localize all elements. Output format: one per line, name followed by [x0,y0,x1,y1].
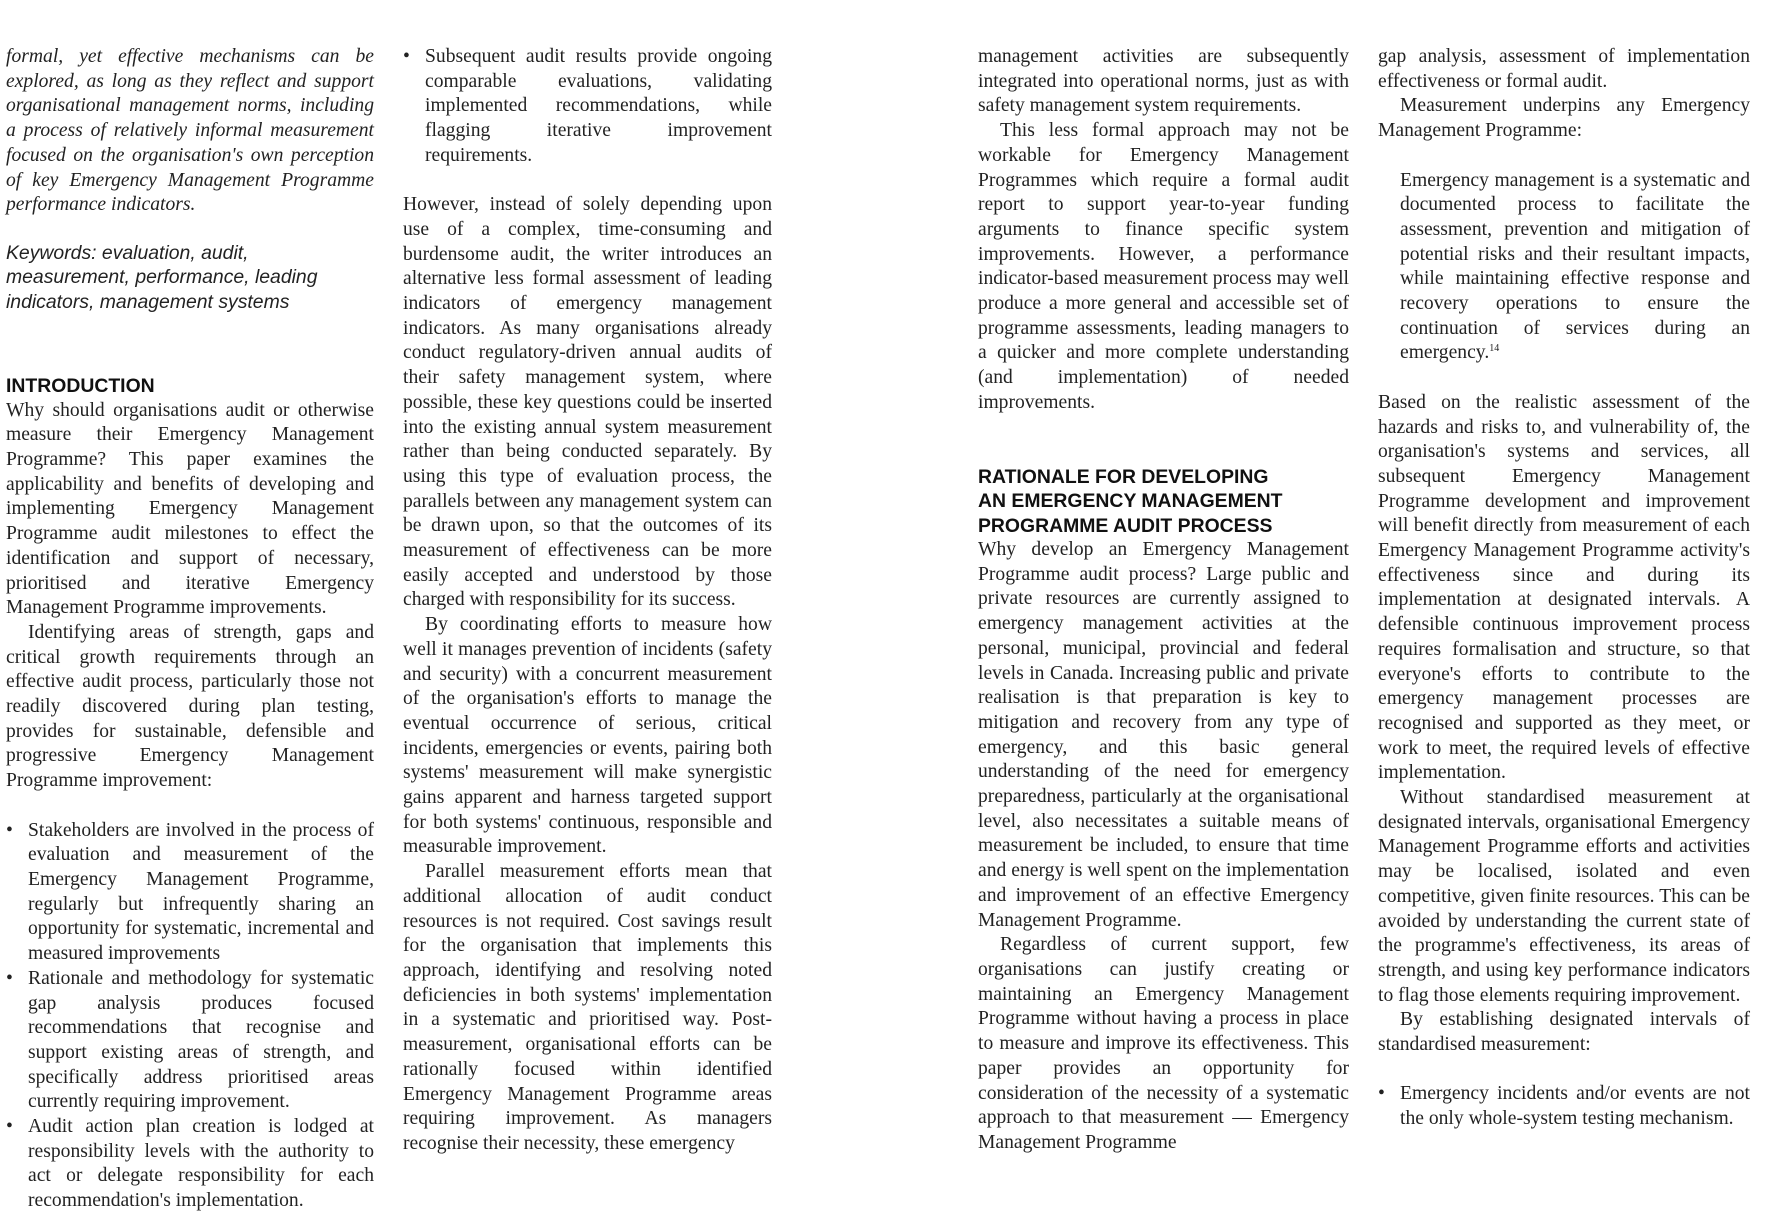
abstract-tail: formal, yet effective mechanisms can be explored, as long as they reflect and support organisational management norms, including a process of relatively informal measurement focused on the organisation's own perception of key Emergency Management Programme performance indicators. [6,46,374,216]
heading-line: PROGRAMME AUDIT PROCESS [978,514,1273,537]
list-item: • Rationale and methodology for systematic gap analysis produces focused recommendations that recognise and support existing areas of strength, and specifically address prioritised areas currently requiring improvement. [6,967,374,1115]
column-4 [1378,45,1750,1132]
intro-paragraph-2: Identifying areas of strength, gaps and critical growth requirements through an effective audit process, particularly those not readily discovered during plan testing, provides for sustainable, defensible and progressive Emergency Management Programme improvement: [6,621,374,792]
column-2 [403,45,772,1157]
footnote-reference: 14 [1489,343,1500,355]
body-paragraph: Measurement underpins any Emergency Management Programme: [1378,95,1750,142]
body-paragraph: By establishing designated intervals of standardised measurement: [1378,1009,1750,1056]
keywords: Keywords: evaluation, audit, measurement, performance, leading indicators, management systems [6,241,318,313]
column-1 [6,45,374,1214]
list-item: • Subsequent audit results provide ongoing comparable evaluations, validating implemented recommendations, while flagging iterative improvement requirements. [403,45,772,169]
intro-paragraph-1: Why should organisations audit or otherwise measure their Emergency Management Programme? This paper examines the applicability and benefits of developing and implementing Emergency Management Programme audit milestones to effect the identification and support of necessary, prioritised and iterative Emergency Management Programme improvements. [6,399,374,619]
body-paragraph: By coordinating efforts to measure how well it manages prevention of incidents (safety and security) with a concurrent measurement of the organisation's efforts to manage the eventual occurrence of serious, critical incidents, emergencies or events, pairing both systems' measurement will make synergistic gains apparent and harness targeted support for both systems' continuous, responsible and measurable improvement. [403,614,772,858]
body-paragraph: Why develop an Emergency Management Programme audit process? Large public and private resources are currently assigned to emergency management activities at the personal, municipal, provincial and federal levels in Canada. Increasing public and private realisation is that preparation is key to mitigation and recovery from any type of emergency, and this basic general understanding of the need for emergency preparedness, particularly at the organisational level, also necessitates a suitable means of measurement be included, to ensure that time and energy is well spent on the implementation and improvement of an effective Emergency Management Programme. [978,539,1349,931]
heading-line: AN EMERGENCY MANAGEMENT [978,490,1283,513]
heading-line: RATIONALE FOR DEVELOPING [978,465,1269,488]
body-paragraph: Without standardised measurement at designated intervals, organisational Emergency Management Programme efforts and activities may be localised, isolated and even competitive, given finite resources. This can be avoided by understanding the current state of the programme's effectiveness, its areas of strength, and using key performance indicators to flag those elements requiring improvement. [1378,787,1750,1006]
list-item: • Stakeholders are involved in the process of evaluation and measurement of the Emergency Management Programme, regularly but infrequently sharing an opportunity for systematic, incremental and measured improvements [6,819,374,967]
quote-text: Emergency management is a systematic and documented process to facilitate the assessment, prevention and mitigation of potential risks and their resultant impacts, while maintaining effective response and recovery operations to ensure the continuation of services during an emergency. [1400,169,1750,364]
list-item: • Emergency incidents and/or events are not the only whole-system testing mechanism. [1378,1082,1750,1131]
body-paragraph: However, instead of solely depending upon use of a complex, time-consuming and burdensome audit, the writer introduces an alternative less formal assessment of leading indicators of emergency management indicators. As many organisations already conduct regulatory-driven annual audits of their safety management system, where possible, these key questions could be inserted into the existing annual system measurement rather than being conducted separately. By using this type of evaluation process, the parallels between any management system can be drawn upon, so that the outcomes of its measurement of effectiveness can be more easily accepted and understood by those charged with responsibility for its success. [403,194,772,611]
body-paragraph: Regardless of current support, few organisations can justify creating or maintaining an Emergency Management Programme without having a process in place to measure and improve its effectiveness. This paper provides an opportunity for consideration of the necessity of a systematic approach to that measurement — Emergency Management Programme [978,934,1349,1153]
rationale-heading [978,465,1349,539]
introduction-heading: INTRODUCTION [6,375,155,398]
body-paragraph: This less formal approach may not be workable for Emergency Management Programmes which require a formal audit report to support year-to-year funding arguments to finance specific system improvements. However, a performance indicator-based measurement process may well produce a more general and accessible set of programme assessments, leading managers to a quicker and more complete understanding (and implementation) of needed improvements. [978,120,1349,413]
body-paragraph: Based on the realistic assessment of the hazards and risks to, and vulnerability of, the organisation's systems and services, all subsequent Emergency Management Programme development and improvement will benefit directly from measurement of each Emergency Management Programme activity's effectiveness since and during its implementation at designated intervals. A defensible continuous improvement process requires formalisation and structure, so that everyone's efforts to contribute to the emergency management processes are recognised and supported as they meet, or work to meet, the required levels of effective implementation. [1378,391,1750,784]
column-3 [978,45,1349,1156]
measurement-list [1378,1082,1750,1131]
benefits-list-continued [403,45,772,169]
body-paragraph: management activities are subsequently integrated into operational norms, just as with safety management system requirements. [978,46,1349,117]
body-paragraph: Parallel measurement efforts mean that additional allocation of audit conduct resources is not required. Cost savings result for the organisation that implements this approach, identifying and resolving noted deficiencies in both systems' implementation in a systematic and prioritised way. Post-measurement, organisational efforts can be rationally focused within identified Emergency Management Programme areas requiring improvement. As managers recognise their necessity, these emergency [403,861,772,1154]
list-item: • Audit action plan creation is lodged at responsibility levels with the authority to act or delegate responsibility for each recommendation's implementation. [6,1115,374,1214]
benefits-list [6,819,374,1214]
body-paragraph: gap analysis, assessment of implementation effectiveness or formal audit. [1378,46,1750,92]
block-quote [1400,169,1750,367]
